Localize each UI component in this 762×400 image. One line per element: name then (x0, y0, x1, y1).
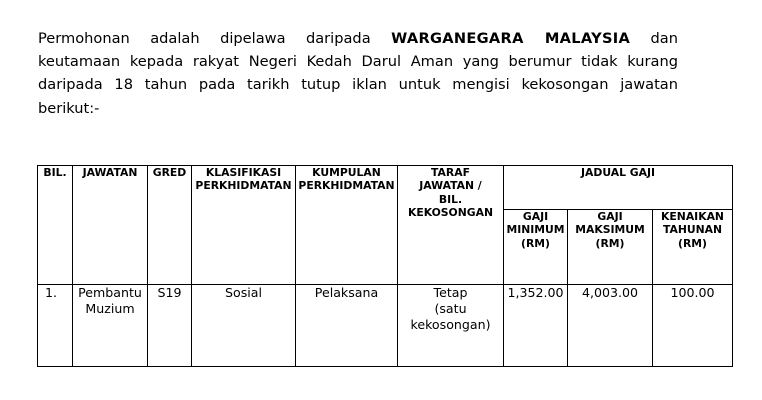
table-row (38, 285, 733, 367)
intro-line-1 (38, 27, 678, 50)
header-taraf: TARAF JAWATAN / BIL. KEKOSONGAN (398, 166, 504, 285)
table-header-row (38, 166, 733, 210)
intro-text: Permohonan adalah dipelawa daripada (38, 30, 371, 47)
vacancy-table (37, 165, 733, 367)
header-kumpulan: KUMPULAN PERKHIDMATAN (296, 166, 398, 285)
header-bil: BIL. (38, 166, 73, 285)
header-jawatan: JAWATAN (73, 166, 148, 285)
intro-bold-text: WARGANEGARA MALAYSIA (391, 30, 631, 47)
intro-paragraph (38, 27, 678, 120)
cell-kumpulan: Pelaksana (296, 285, 398, 367)
header-gaji-maksimum: GAJI MAKSIMUM (RM) (568, 210, 653, 285)
header-klasifikasi: KLASIFIKASI PERKHIDMATAN (192, 166, 296, 285)
cell-jawatan: Pembantu Muzium (73, 285, 148, 367)
cell-bil: 1. (38, 285, 73, 367)
header-jadual-gaji: JADUAL GAJI (504, 166, 733, 210)
header-gred: GRED (148, 166, 192, 285)
cell-gaji-minimum: 1,352.00 (504, 285, 568, 367)
intro-line-2: keutamaan kepada rakyat Negeri Kedah Darul Aman yang berumur tidak kurang (38, 53, 678, 71)
intro-line-3: daripada 18 tahun pada tarikh tutup iklan untuk mengisi kekosongan jawatan (38, 76, 678, 94)
intro-text-end: dan (650, 30, 679, 47)
cell-gaji-maksimum: 4,003.00 (568, 285, 653, 367)
header-gaji-minimum: GAJI MINIMUM (RM) (504, 210, 568, 285)
header-kenaikan-tahunan: KENAIKAN TAHUNAN (RM) (653, 210, 733, 285)
cell-klasifikasi: Sosial (192, 285, 296, 367)
cell-kenaikan-tahunan: 100.00 (653, 285, 733, 367)
cell-gred: S19 (148, 285, 192, 367)
intro-line-4: berikut:- (38, 99, 100, 117)
cell-taraf: Tetap (satu kekosongan) (398, 285, 504, 367)
